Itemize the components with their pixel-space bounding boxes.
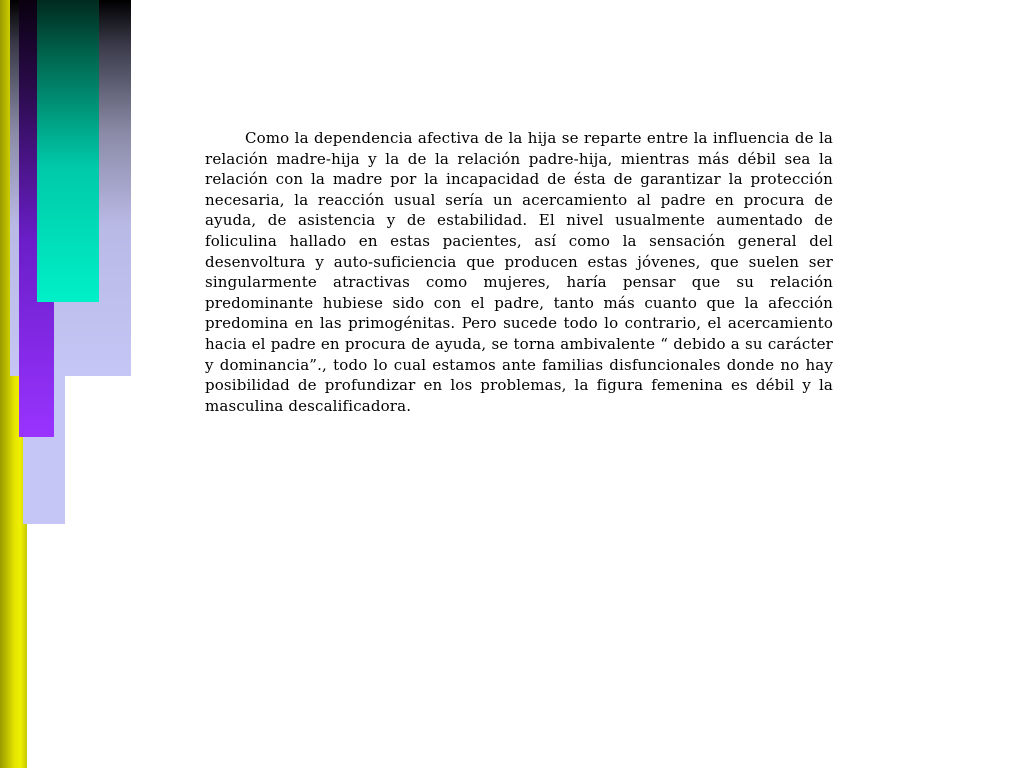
decorative-teal-bar	[37, 0, 99, 302]
slide-body-text: Como la dependencia afectiva de la hija se reparte entre la influencia de la relación madre-hija y la de la relación padre-hija, mientras más débil sea la relación con la madre por la incapacidad de ésta de garantizar la protección necesaria, la reacción usual sería un acercamiento al padre en procura de ayuda, de asistencia y de estabilidad. El nivel usualmente aumentado de foliculina hallado en estas pacientes, así como la sensación general del desenvoltura y auto-suficiencia que producen estas jóvenes, que suelen ser singularmente atractivas como mujeres, haría pensar que su relación predominante hubiese sido con el padre, tanto más cuanto que la afección predomina en las primogénitas. Pero sucede todo lo contrario, el acercamiento hacia el padre en procura de ayuda, se torna ambivalente “ debido a su carácter y dominancia”., todo lo cual estamos ante familias disfuncionales donde no hay posibilidad de profundizar en los problemas, la figura femenina es débil y la masculina descalificadora.	[205, 129, 833, 415]
